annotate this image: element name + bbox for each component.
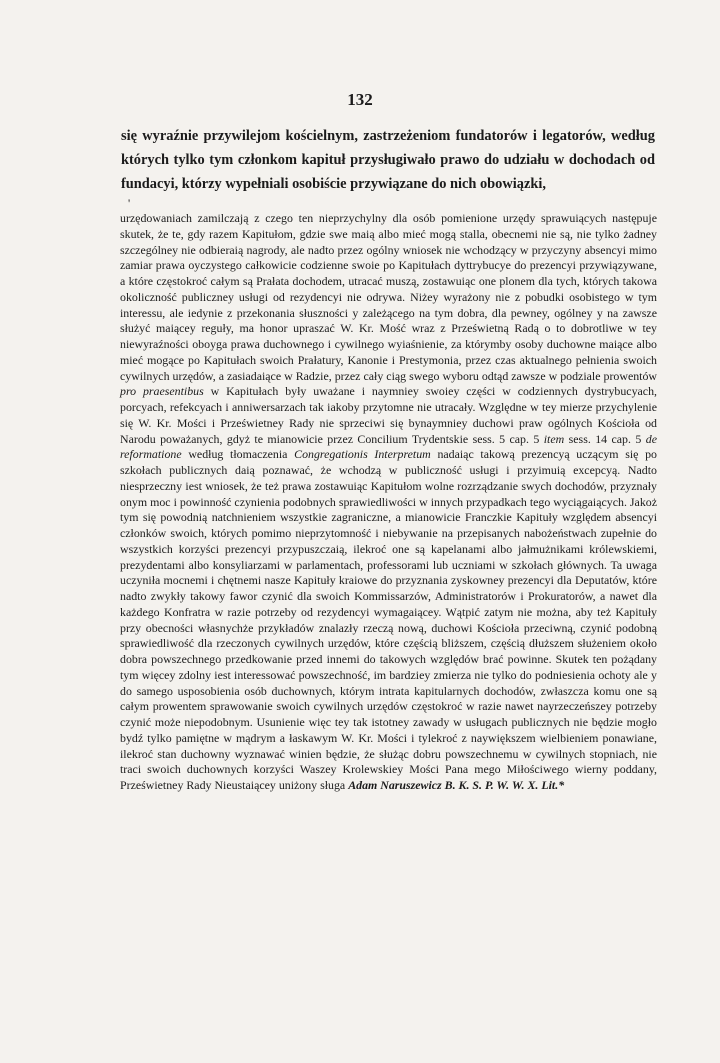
body-text-part: w Kapitułach były uważane i naymniey swoiey części w codziennych dystrybucyach, porcyach, refekcyach i anniwersarzach tak iakoby przytomne nie utracały. Względne w tey mierze przychylenie się W. Kr. Mości i Prześwietney Rady nie sprzeciwi się bynaymniey duchowi praw ogólnych Kościoła od Narodu poważanych, gdyż te mianowicie przez Concilium Trydentskie sess. 5 cap. 5 — [120, 384, 657, 446]
italic-phrase: pro praesentibus — [120, 384, 204, 399]
body-text-part: nadaiąc takową prezencyą uczącym się po szkołach publicznych daią poznawać, że wchodzą w publiczność usługi i przyimuią excepcyą. Nadto niesprzeczny iest wniosek, że też prawa zostawuiąc Kapitułom wolne rozrządzanie swych dochodów, przyznały onym moc i powinność czynienia podobnych sprawiedliwości w innych przypadkach tego wyciągaiących. Jakoż tym się powodnią natchnieniem wszystkie zagraniczne, a mianowicie Franczkie Kapituły względem absencyi członków swoich, których pomimo nieprzytomność i niebywanie na przepisanych nabożeństwach zupełnie do wszystkich korzyści prezencyi przypuszczaią, ilekroć one są kapelanami albo jałmużnikami królewskiemi, prezydentami albo konsyliarzami w parlamentach, professorami lub uczniami w szkołach głównych. Ta uwaga uczyniła mocnemi i chętnemi nasze Kapituły kraiowe do przyznania zyskowney prezencyi dla Deputatów, które nadto zwykły takowy fawor czynić dla swoich Kommissarzów, Administratorów i Prokuratorów, a nawet dla każdego Konfratra w razie potrzeby od rezydencyi wymagaiącey. Wątpić zatym nie można, aby też Kapituły przy obecności własnychże przykładów znalazły rzeczą nową, duchowi Kościoła przeciwną, czynić podobną sprawiedliwość dla rzeczonych cywilnych urzędów, które częścią bliższem, częścią dłuższem służeniem około dobra powszechnego przedkowanie przed innemi do takowych względów brać powinne. Skutek ten pożądany tym więcey zdolny iest interessować powszechność, im bardziey zmierza nie tylko do podniesienia ochoty ale y do samego usposobienia osób duchownych, którym intrata kapitularnych dochodów, zwłaszcza komu one są całym prowentem sprawowanie swoich cywilnych urzędów częstokroć w razie nawet nayrzeczeńszey potrzeby czynić może niepodobnym. Usunienie więc tey tak istotney zawady w usługach publicznych nie będzie mogło bydź tylko pamiętne w mądrym a łaskawym W. Kr. Mości i tylekroć z naywiększem wielbieniem ponawiane, ilekroć stan duchowny wyznawać winien będzie, że służąc dobru powszechnemu w cywilnych stopniach, nie traci swoich duchownych korzyści Waszey Krolewskiey Mości Pana mego Miłościwego wierny poddany, Prześwietney Rady Nieustaiącey uniżony sługa — [120, 447, 657, 792]
intro-paragraph: się wyraźnie przywilejom kościelnym, zastrzeżeniom fundatorów i legatorów, według których tylko tym członkom kapituł przysługiwało prawo do udziału w dochodach od fundacyi, którzy wypełniali osobiście przywiązane do nich obowiązki, — [121, 128, 655, 192]
body-text-part: urzędowaniach zamilczają z czego ten nieprzychylny dla osób pomienione urzędy sprawuiących następuje skutek, że te, gdy razem Kapitułom, gdzie swe maią albo mieć mogą stalla, obecnemi nie są, nie tylko żadney szczególney nie odbieraią nagrody, ale nadto przez ogólny wniosek nie wchodzący w przyczyny absencyi mimo zamiar prawa oyczystego całkowicie codzienne swoie po Kapitułach dyttrybucye do prezencyi przywiązywane, a które częstokroć całym są Prałata dochodem, utracać muszą, zostawuiąc one plonem dla tych, których takowa okoliczność publiczney usługi od rezydencyi nie odrywa. Niżey wyrażony nie z pobudki osobistego w tym interessu, ale iedynie z przekonania słuszności y zależącego na tym dobra, dla pewney, ogólney y na zawsze służyć maiącey reguły, ma honor upraszać W. Kr. Mość wraz z Prześwietną Radą o to dobrotliwe w tey niewyraźności oboyga prawa duchownego i cywilnego wyiaśnienie, za którymby osoby duchowne maiące albo mieć mogące po Kapitułach swoich Prałatury, Kanonie i Prestymonia, przez czas aktualnego pełnienia swoich cywilnych urzędów, a zasiadaiące w Radzie, przez cały ciąg swego wyboru odtąd zawsze w podziale prowentów — [120, 211, 657, 383]
stray-mark: ' — [128, 196, 131, 210]
body-paragraph — [120, 211, 657, 794]
page-number: 132 — [347, 90, 373, 109]
italic-phrase: Congregationis Interpretum — [294, 447, 431, 462]
body-text-part: sess. 14 cap. 5 — [568, 431, 642, 446]
signature: Adam Naruszewicz B. K. S. P. W. W. X. Lit.* — [348, 778, 565, 792]
italic-phrase: item — [543, 431, 565, 446]
italic-phrase: de reformatione — [120, 431, 657, 462]
body-text-part: według tłomaczenia — [188, 447, 288, 462]
